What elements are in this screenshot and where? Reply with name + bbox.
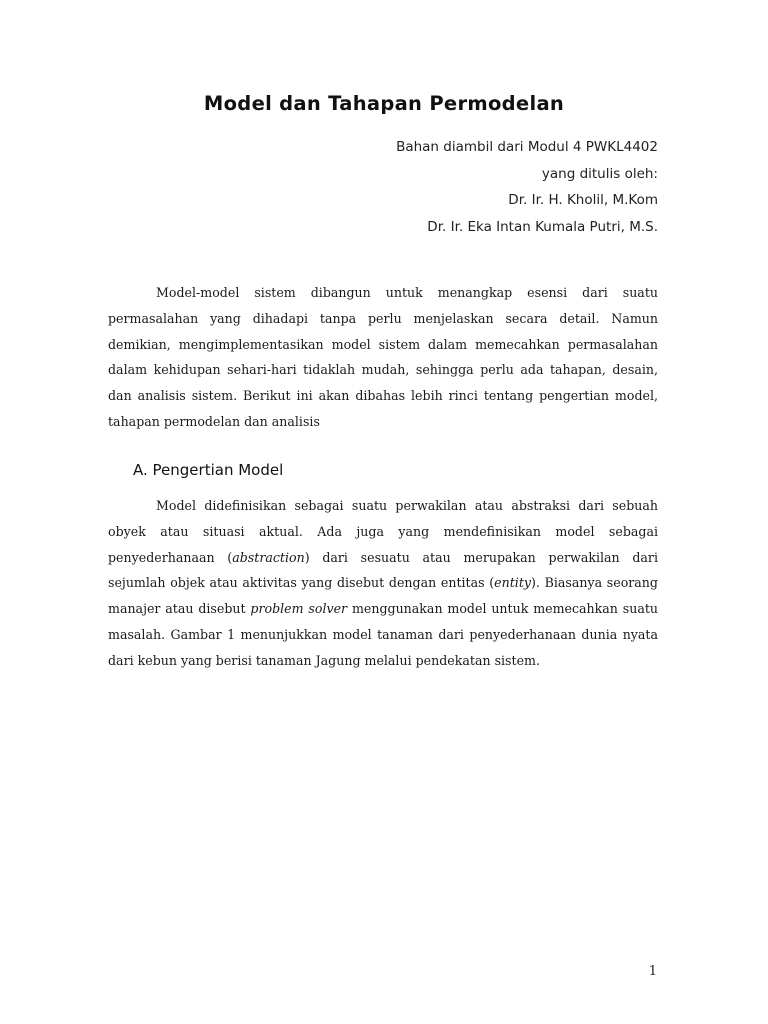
- section-a-text-part3: ). Biasanya seorang manajer atau disebut: [108, 575, 658, 617]
- intro-paragraph: [108, 280, 658, 435]
- term-problem-solver: problem solver: [250, 601, 348, 617]
- author-1: Dr. Ir. H. Kholil, M.Kom: [508, 192, 658, 208]
- section-a-heading: A. Pengertian Model: [133, 461, 284, 479]
- source-attribution: [396, 134, 658, 240]
- section-a-text-part1: Model didefinisikan sebagai suatu perwakilan atau abstraksi dari sebuah obyek atau situasi aktual. Ada juga yang mendefinisikan model sebagai penyederhanaan (: [108, 498, 658, 565]
- intro-paragraph-text: Model-model sistem dibangun untuk menangkap esensi dari suatu permasalahan yang dihadapi tanpa perlu menjelaskan secara detail. Namun demikian, mengimplementasikan model sistem dalam memecahkan permasalahan dalam kehidupan sehari-hari tidaklah mudah, sehingga perlu ada tahapan, desain, dan analisis sistem. Berikut ini akan dibahas lebih rinci tentang pengertian model, tahapan permodelan dan analisis: [108, 285, 658, 429]
- section-a-text-part4: menggunakan model untuk memecahkan suatu masalah. Gambar 1 menunjukkan model tanaman dari penyederhanaan dunia nyata dari kebun yang berisi tanaman Jagung melalui pendekatan sistem.: [108, 601, 659, 668]
- source-module-line: Bahan diambil dari Modul 4 PWKL4402: [396, 139, 658, 155]
- section-a-paragraph: [108, 493, 658, 674]
- author-2: Dr. Ir. Eka Intan Kumala Putri, M.S.: [427, 218, 658, 235]
- section-a-text-part2: ) dari sesuatu atau merupakan perwakilan dari sejumlah objek atau aktivitas yang disebut dengan entitas (: [108, 549, 658, 591]
- page-number: 1: [648, 964, 657, 979]
- term-abstraction: abstraction: [232, 549, 305, 565]
- source-written-by-line: yang ditulis oleh:: [541, 165, 658, 182]
- document-title: Model dan Tahapan Permodelan: [203, 92, 565, 115]
- term-entity: entity: [494, 575, 531, 591]
